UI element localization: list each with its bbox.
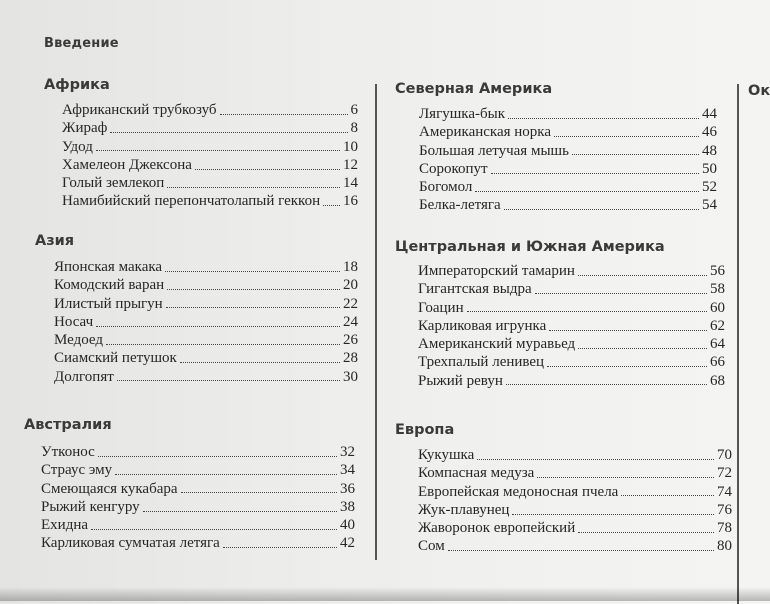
section-list-asia [54,258,358,386]
dot-leader [537,477,714,478]
toc-entry-title: Жираф [62,120,108,137]
dot-leader [167,289,340,290]
toc-entry-title: Смеющаяся кукабара [41,480,178,497]
dot-leader [323,205,340,206]
toc-entry-title: Большая летучая мышь [419,142,569,159]
dot-leader [143,511,337,512]
section-list-north-america [419,105,717,215]
toc-entry[interactable] [418,446,732,464]
dot-leader [512,514,714,515]
toc-entry-page-number: 66 [710,354,725,371]
dot-leader [535,293,707,294]
toc-entry-title: Долгопят [54,368,114,385]
toc-entry-title: Намибийский перепончатолапый геккон [62,193,321,210]
toc-entry[interactable] [54,258,358,276]
toc-entry-page-number: 76 [717,501,732,518]
dot-leader [572,154,699,155]
toc-entry-title: Рыжий кенгуру [41,498,140,515]
toc-entry-title: Сорокопут [419,160,488,177]
toc-entry[interactable] [62,174,358,192]
toc-entry-page-number: 50 [702,160,717,177]
toc-entry-page-number: 54 [702,197,717,214]
dot-leader [621,495,714,496]
section-list-australia [41,443,355,553]
dot-leader [477,459,714,460]
toc-entry[interactable] [62,156,358,174]
toc-entry[interactable] [62,119,358,137]
toc-entry-title: Рыжий ревун [418,372,503,389]
toc-entry[interactable] [62,101,358,119]
toc-entry-page-number: 48 [702,142,717,159]
toc-entry-page-number: 74 [717,483,732,500]
dot-leader [578,275,707,276]
toc-entry-page-number: 72 [717,465,732,482]
toc-entry-page-number: 20 [343,277,358,294]
toc-entry[interactable] [41,443,355,461]
toc-entry-page-number: 70 [717,447,732,463]
section-list-central-south-america [418,262,725,390]
toc-entry-title: Американская норка [419,124,552,141]
toc-entry-title: Утконос [41,444,95,460]
toc-entry[interactable] [54,313,358,331]
toc-entry-page-number: 30 [343,368,358,385]
section-heading-north-america: Северная Америка [395,81,553,97]
toc-entry-page-number: 26 [343,332,358,349]
toc-entry-page-number: 62 [710,317,725,334]
section-heading-asia: Азия [35,233,75,249]
toc-entry-page-number: 24 [343,313,358,330]
toc-entry-title: Карликовая сумчатая летяга [41,535,220,552]
toc-entry-page-number: 34 [340,462,355,479]
toc-entry-page-number: 8 [350,120,358,137]
toc-entry-title: Гигантская выдра [418,281,532,298]
toc-entry[interactable] [41,498,355,516]
toc-entry[interactable] [419,196,717,214]
toc-entry[interactable] [62,138,358,156]
toc-entry-title: Комодский варан [54,277,165,294]
toc-entry-page-number: 58 [710,281,725,298]
toc-entry-page-number: 52 [702,179,717,196]
dot-leader [578,532,714,533]
dot-leader [220,114,348,115]
toc-entry-page-number: 68 [710,372,725,389]
toc-entry[interactable] [419,105,717,123]
dot-leader [181,492,337,493]
toc-entry[interactable] [54,331,358,349]
dot-leader [448,550,714,551]
toc-entry[interactable] [418,464,732,482]
toc-entry-title: Японская макака [54,259,163,275]
dot-leader [98,456,337,457]
toc-entry[interactable] [418,262,725,280]
toc-entry-page-number: 56 [710,263,725,279]
toc-entry-title: Гоацин [418,299,464,316]
toc-entry[interactable] [418,353,725,371]
toc-entry[interactable] [419,123,717,141]
toc-entry-page-number: 18 [343,259,358,275]
toc-entry[interactable] [418,280,725,298]
column-divider-2 [737,84,739,604]
toc-entry[interactable] [54,276,358,294]
toc-entry[interactable] [418,317,725,335]
toc-entry[interactable] [419,178,717,196]
dot-leader [475,191,699,192]
toc-entry-page-number: 12 [343,156,358,173]
dot-leader [115,474,337,475]
toc-entry[interactable] [54,349,358,367]
section-heading-europe: Европа [395,422,455,438]
toc-entry[interactable] [418,335,725,353]
toc-entry[interactable] [418,299,725,317]
toc-entry-page-number: 28 [343,350,358,367]
toc-entry[interactable] [62,192,358,210]
toc-entry-title: Страус эму [41,462,113,479]
dot-leader [96,150,340,151]
dot-leader [195,169,340,170]
dot-leader [106,344,340,345]
toc-entry[interactable] [419,160,717,178]
dot-leader [165,271,340,272]
dot-leader [117,380,340,381]
section-heading-oceania: Ок [748,83,770,99]
page-edge-shadow [0,587,770,601]
dot-leader [547,366,707,367]
toc-entry[interactable] [54,295,358,313]
toc-entry[interactable] [41,480,355,498]
toc-entry[interactable] [54,368,358,386]
toc-entry[interactable] [418,537,732,555]
toc-entry-title: Европейская медоносная пчела [418,483,619,500]
toc-entry[interactable] [418,501,732,519]
dot-leader [578,348,707,349]
toc-entry[interactable] [418,483,732,501]
toc-entry-title: Удод [62,138,93,155]
toc-entry-title: Кукушка [418,447,475,463]
dot-leader [223,547,337,548]
toc-entry-page-number: 78 [717,520,732,537]
toc-entry-page-number: 80 [717,538,732,555]
dot-leader [504,209,699,210]
dot-leader [110,132,347,133]
toc-entry-title: Сом [418,538,445,555]
toc-entry-page-number: 14 [343,175,358,192]
toc-entry-title: Трехпалый ленивец [418,354,545,371]
toc-entry-page-number: 22 [343,295,358,312]
toc-entry[interactable] [41,516,355,534]
dot-leader [491,173,699,174]
column-divider [375,84,377,560]
toc-entry-title: Хамелеон Джексона [62,156,192,173]
toc-entry-page-number: 64 [710,336,725,353]
toc-entry-page-number: 36 [340,480,355,497]
toc-entry-page-number: 60 [710,299,725,316]
section-list-africa [62,101,358,211]
toc-entry-title: Сиамский петушок [54,350,177,367]
toc-entry-title: Императорский тамарин [418,263,575,279]
dot-leader [91,529,337,530]
toc-entry[interactable] [41,461,355,479]
dot-leader [554,136,699,137]
toc-entry[interactable] [419,142,717,160]
dot-leader [167,187,340,188]
toc-entry-title: Африканский трубкозуб [62,102,217,118]
toc-entry-title: Ехидна [41,517,89,534]
dot-leader [166,307,340,308]
toc-entry-title: Белка-летяга [419,197,501,214]
toc-entry[interactable] [418,519,732,537]
toc-entry-title: Жук-плавунец [418,501,510,518]
dot-leader [549,330,707,331]
dot-leader [96,326,340,327]
toc-entry[interactable] [41,534,355,552]
toc-entry-title: Лягушка-бык [419,106,505,122]
toc-entry-page-number: 44 [702,106,717,122]
dot-leader [180,362,340,363]
dot-leader [467,311,707,312]
toc-entry-page-number: 10 [343,138,358,155]
intro-heading[interactable]: Введение [44,36,119,51]
toc-entry-title: Носач [54,313,94,330]
section-heading-australia: Австралия [24,417,112,433]
toc-entry-title: Илистый прыгун [54,295,163,312]
dot-leader [506,384,707,385]
toc-entry-title: Карликовая игрунка [418,317,547,334]
toc-entry-title: Медоед [54,332,104,349]
dot-leader [508,118,699,119]
toc-entry-title: Жаворонок европейский [418,520,576,537]
toc-entry-page-number: 38 [340,498,355,515]
toc-entry-page-number: 42 [340,535,355,552]
toc-entry-page-number: 40 [340,517,355,534]
section-list-europe [418,446,732,556]
section-heading-africa: Африка [44,77,110,93]
toc-entry-title: Голый землекоп [62,175,165,192]
section-heading-central-south-america: Центральная и Южная Америка [395,239,665,255]
toc-entry-page-number: 16 [343,193,358,210]
toc-entry-page-number: 46 [702,124,717,141]
toc-entry-page-number: 32 [340,444,355,460]
toc-entry-page-number: 6 [350,102,358,118]
toc-entry-title: Американский муравьед [418,336,576,353]
toc-entry-title: Компасная медуза [418,465,535,482]
toc-entry[interactable] [418,372,725,390]
toc-entry-title: Богомол [419,179,473,196]
